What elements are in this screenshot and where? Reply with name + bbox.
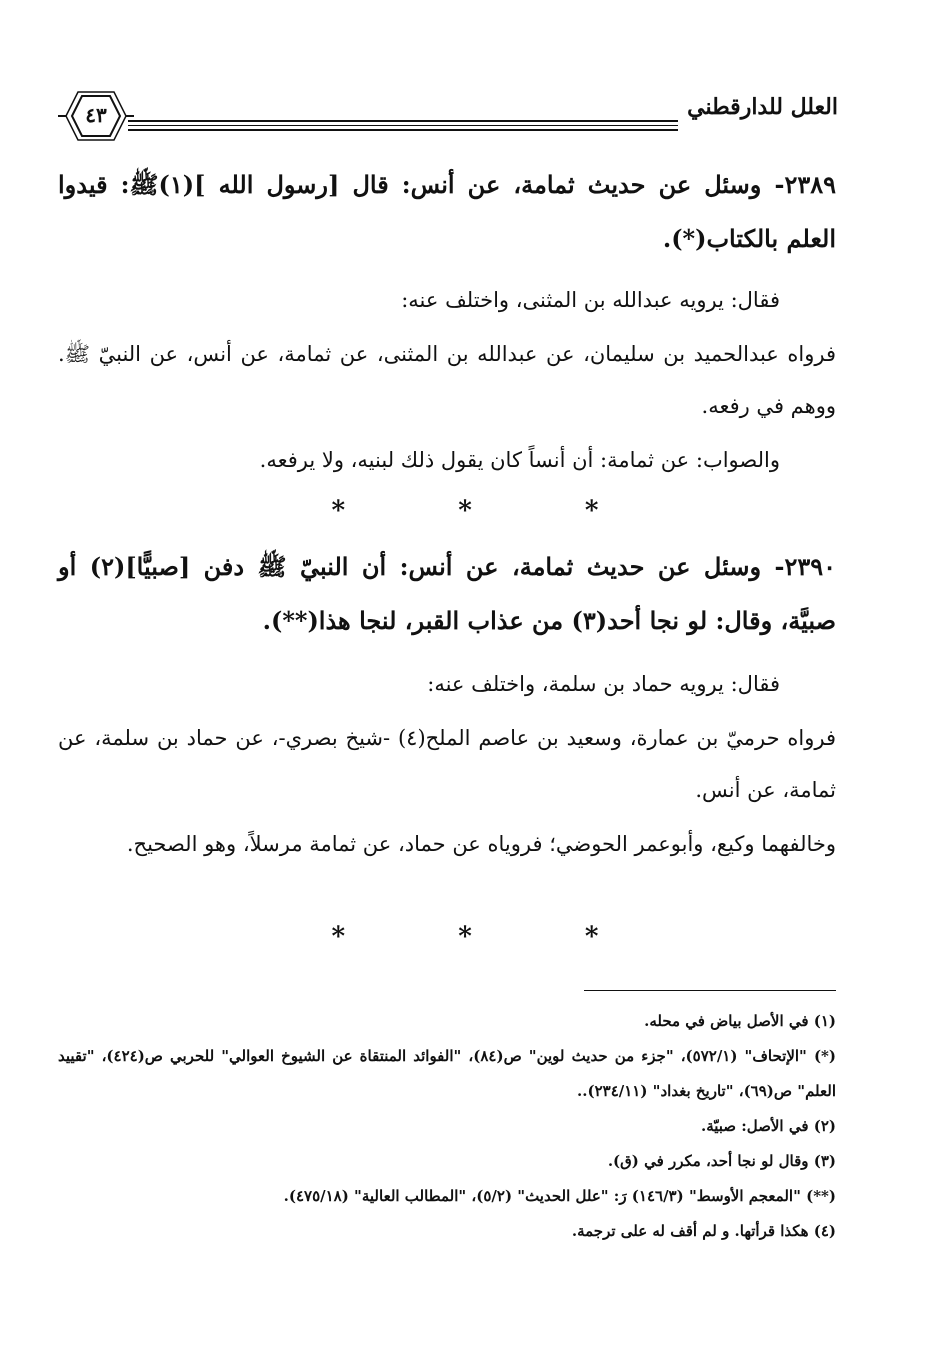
footnote: (٤) هكذا قرأتها. و لم أقف له على ترجمة. xyxy=(571,1222,836,1240)
entry-heading-2389: ٢٣٨٩- وسئل عن حديث ثمامة، عن أنس: قال [رسول الله ](١)ﷺ: قيدوا العلم بالكتاب(*). xyxy=(58,170,836,253)
footnote: (١) في الأصل بياض في محله. xyxy=(644,1012,836,1030)
footnotes xyxy=(58,1004,836,1249)
section-separator: * * * xyxy=(331,922,651,952)
entry-paragraph: وخالفهما وكيع، وأبوعمر الحوضي؛ فروياه عن حماد، عن ثمامة مرسلاً، وهو الصحيح. xyxy=(126,832,836,856)
footnote: (٣) وقال لو نجا أحد، مكرر في (ق). xyxy=(607,1152,836,1170)
entry-paragraph: فقال: يرويه حماد بن سلمة، واختلف عنه: xyxy=(427,672,780,696)
section-separator: * * * xyxy=(331,496,651,526)
page-number: ٤٣ xyxy=(85,103,107,127)
entry-heading-2390: ٢٣٩٠- وسئل عن حديث ثمامة، عن أنس: أن النبيّ ﷺ دفن [صبيًّا](٢) أو صبيَّة، وقال: لو نجا أحد(٣) من عذاب القبر، لنجا هذا(**). xyxy=(58,552,837,635)
entry-paragraph: فقال: يرويه عبدالله بن المثنى، واختلف عنه: xyxy=(401,288,780,312)
footnote: (٢) في الأصل: صبيّة. xyxy=(700,1117,836,1135)
entry-paragraph: فرواه عبدالحميد بن سليمان، عن عبدالله بن المثنى، عن ثمامة، عن أنس، عن النبيّ ﷺ. ووهم في رفعه. xyxy=(58,342,836,418)
header-rule xyxy=(128,120,678,134)
footnote: (*) "الإتحاف" (٥٧٢/١)، "جزء من حديث لوين" ص(٨٤)، "الفوائد المنتقاة عن الشيوخ العوالي" للحربي ص(٤٢٤)، "تقييد العلم" ص(٦٩)، "تاريخ بغداد" (٢٣٤/١١).. xyxy=(58,1047,836,1100)
entry-paragraph: والصواب: عن ثمامة: أن أنساً كان يقول ذلك لبنيه، ولا يرفعه. xyxy=(259,448,780,472)
footnote: (**) "المعجم الأوسط" (١٤٦/٣) رَ: "علل الحديث" (٥/٢)، "المطالب العالية" (٤٧٥/١٨). xyxy=(283,1187,836,1205)
page-header xyxy=(58,88,838,144)
footnote-rule xyxy=(584,990,836,991)
entry-paragraph: فرواه حرميّ بن عمارة، وسعيد بن عاصم الملح(٤) -شيخ بصري-، عن حماد بن سلمة، عن ثمامة، عن أنس. xyxy=(58,726,837,802)
book-title: العلل للدارقطني xyxy=(687,94,838,120)
page-number-badge xyxy=(58,88,134,144)
